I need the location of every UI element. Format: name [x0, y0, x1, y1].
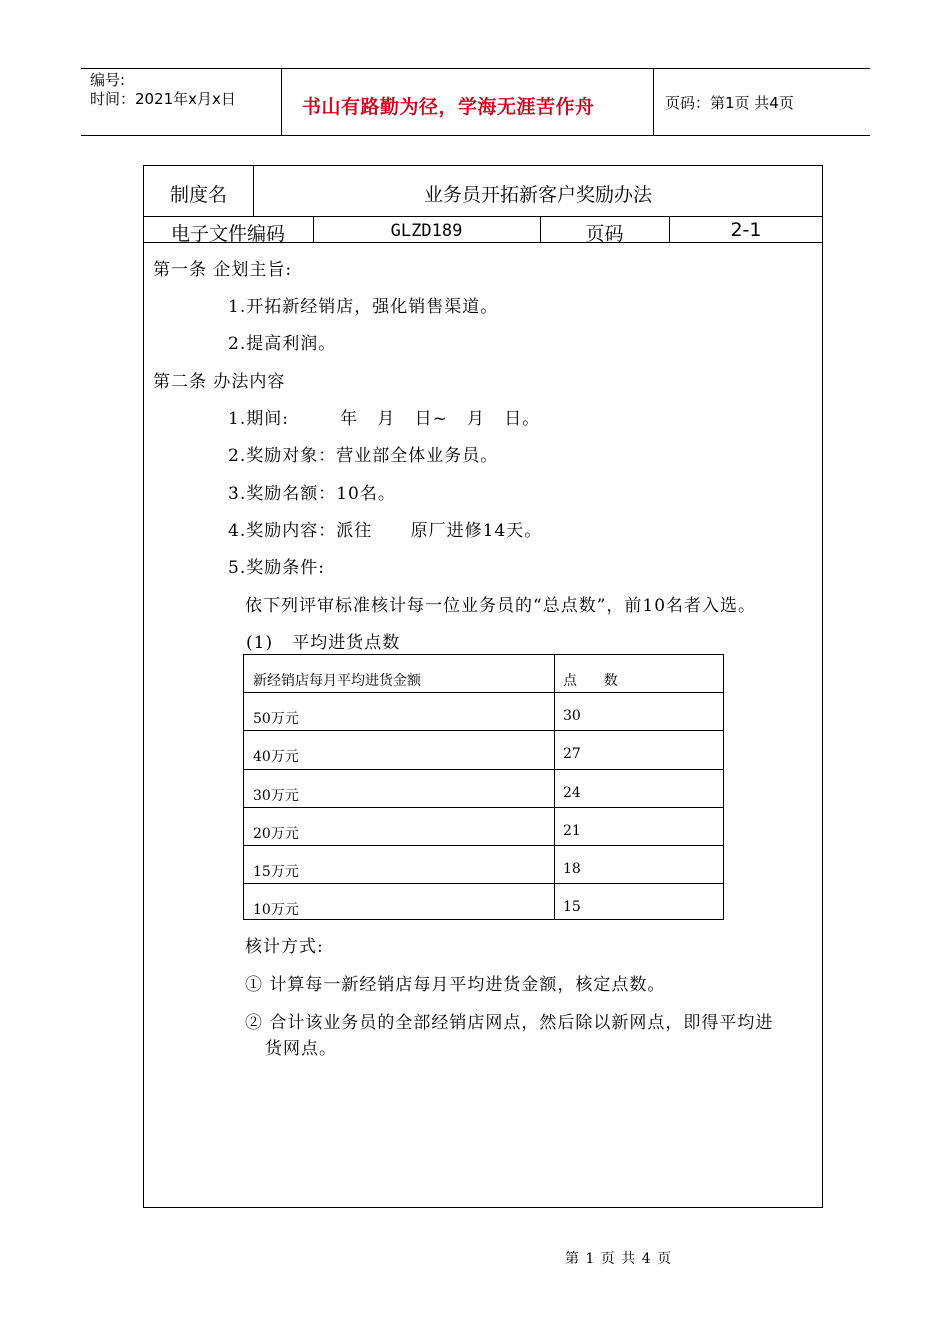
table-cell-amount: 50万元: [253, 711, 299, 727]
calc-step-continued: 货网点。: [265, 1039, 337, 1059]
table-cell-points: 27: [563, 746, 581, 762]
article-2-item: 4.奖励内容：派往 原厂进修14天。: [228, 521, 543, 541]
table-cell-amount: 10万元: [253, 902, 299, 918]
table-cell-amount: 20万元: [253, 826, 299, 842]
table-cell-points: 18: [563, 861, 581, 877]
article-2-item: 3.奖励名额：10名。: [228, 484, 396, 504]
header-number-label: 编号:: [90, 71, 126, 89]
page-label: 页码: [585, 223, 624, 245]
calc-method-title: 核计方式:: [245, 937, 324, 957]
table-cell-amount: 40万元: [253, 749, 299, 765]
calc-step: ② 合计该业务员的全部经销店网点，然后除以新网点，即得平均进: [245, 1013, 774, 1033]
table-cell-amount: 15万元: [253, 864, 299, 880]
article-2-item: 2.奖励对象：营业部全体业务员。: [228, 446, 499, 466]
footer-page-number: 第 1 页 共 4 页: [565, 1251, 673, 1267]
calc-step: ① 计算每一新经销店每月平均进货金额，核定点数。: [245, 975, 666, 995]
table-cell-points: 30: [563, 708, 581, 724]
table-cell-points: 24: [563, 785, 581, 801]
header-motto: 书山有路勤为径，学海无涯苦作舟: [302, 96, 595, 118]
table-row-divider: [243, 769, 724, 770]
criteria-paragraph: 依下列评审标准核计每一位业务员的“总点数”，前10名者入选。: [245, 596, 757, 616]
subsection-title: (1) 平均进货点数: [246, 633, 401, 653]
table-row-divider: [243, 730, 724, 731]
table-header-cell: 点 数: [563, 673, 618, 689]
article-2-title: 第二条 办法内容: [153, 372, 286, 392]
article-1-item: 2.提高利润。: [228, 334, 337, 354]
table-row-divider: [243, 692, 724, 693]
header-bottom-border: [81, 135, 870, 136]
header-page-info: 页码：第1页 共4页: [665, 94, 794, 112]
article-2-item: 5.奖励条件:: [228, 558, 325, 578]
table-cell-points: 21: [563, 823, 581, 839]
table-row-divider: [243, 883, 724, 884]
header-time-label: 时间：2021年x月x日: [90, 90, 236, 108]
table-cell-amount: 30万元: [253, 788, 299, 804]
page-value: 2-1: [730, 219, 762, 241]
table-cell-points: 15: [563, 899, 581, 915]
header-divider: [281, 68, 282, 135]
system-name-value: 业务员开拓新客户奖励办法: [423, 184, 652, 206]
article-1-item: 1.开拓新经销店，强化销售渠道。: [228, 297, 499, 317]
table-col-divider: [554, 654, 555, 920]
article-2-item: 1.期间: 年 月 日~ 月 日。: [228, 409, 541, 429]
article-1-title: 第一条 企划主旨:: [153, 260, 293, 280]
table-row-divider: [243, 845, 724, 846]
table-row-divider: [143, 216, 823, 217]
file-code-label: 电子文件编码: [170, 223, 285, 245]
table-header-cell: 新经销店每月平均进货金额: [253, 673, 421, 689]
file-code-value: GLZD189: [390, 221, 463, 241]
header-top-border: [81, 68, 870, 69]
header-divider: [653, 68, 654, 135]
table-row-divider: [243, 807, 724, 808]
purchase-points-table: [243, 654, 724, 920]
system-name-label: 制度名: [170, 184, 228, 206]
